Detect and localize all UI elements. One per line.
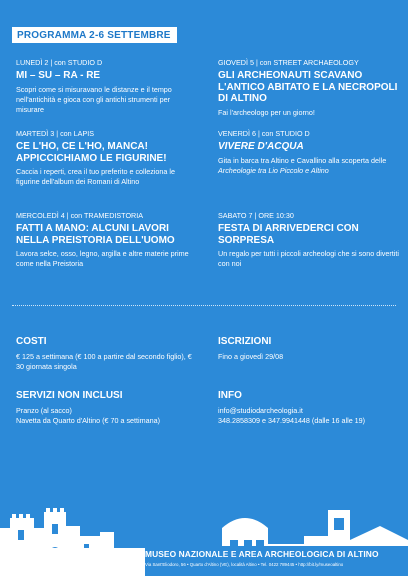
- day-label: MERCOLEDÌ 4 | con TRAMEDISTORIA: [16, 211, 144, 220]
- activity-title: VIVERE D'ACQUA: [218, 141, 304, 152]
- services-section: [16, 390, 198, 426]
- day-monday: [16, 58, 198, 115]
- activity-description-italic: Archeologie tra Lio Piccolo e Altino: [218, 165, 329, 175]
- registration-text: Fino a giovedì 29/08: [218, 352, 284, 361]
- day-friday: [218, 129, 400, 176]
- info-phone: 348.2858309 e 347.9941448 (dalle 16 alle 19): [218, 416, 366, 425]
- activity-description: Caccia i reperti, crea il tuo preferito e colleziona le figurine dell'album dei Romani di Altino: [16, 167, 175, 186]
- day-label: GIOVEDÌ 5 | con STREET ARCHAEOLOGY: [218, 58, 359, 67]
- activity-description: Fai l'archeologo per un giorno!: [218, 107, 315, 117]
- day-wednesday: [16, 211, 198, 269]
- museum-address: Via Sant'Eliodoro, 56 • Quarto d'Altino (VE), località Altino • Tel. 0422 789445 • http://bit.ly/museoaltino: [145, 562, 344, 567]
- day-saturday: [218, 211, 400, 269]
- services-line: Pranzo (al sacco): [16, 406, 72, 415]
- costs-section: [16, 336, 198, 372]
- day-thursday: [218, 58, 400, 118]
- costs-text: € 125 a settimana (€ 100 a partire dal secondo figlio), € 30 giornata singola: [16, 352, 192, 371]
- activity-description: Un regalo per tutti i piccoli archeologi che si sono divertiti con noi: [218, 249, 399, 268]
- day-label: LUNEDÌ 2 | con STUDIO D: [16, 58, 103, 67]
- costs-heading: COSTI: [16, 336, 47, 347]
- info-email[interactable]: info@studiodarcheologia.it: [218, 406, 303, 415]
- day-tuesday: [16, 129, 198, 187]
- activity-title: FATTI A MANO: ALCUNI LAVORI NELLA PREISTORIA DELL'UOMO: [16, 223, 175, 246]
- info-heading: INFO: [218, 390, 242, 401]
- activity-title: MI – SU – RA - RE: [16, 70, 101, 81]
- info-section: [218, 390, 400, 426]
- services-line: Navetta da Quarto d'Altino (€ 70 a settimana): [16, 416, 161, 425]
- day-label: MARTEDÌ 3 | con LAPIS: [16, 129, 95, 138]
- activity-description: Scopri come si misuravano le distanze e il tempo nell'antichità e gioca con gli antichi strumenti per misurare: [16, 84, 172, 114]
- registration-heading: ISCRIZIONI: [218, 336, 272, 347]
- activity-title: CE L'HO, CE L'HO, MANCA! APPICCICHIAMO LE FIGURINE!: [16, 141, 167, 164]
- activity-description: Lavora selce, osso, legno, argilla e altre materie prime come nella Preistoria: [16, 249, 189, 268]
- day-label: VENERDÌ 6 | con STUDIO D: [218, 129, 310, 138]
- activity-description: [218, 156, 400, 176]
- services-heading: SERVIZI NON INCLUSI: [16, 390, 123, 401]
- activity-title: FESTA DI ARRIVEDERCI CON SORPRESA: [218, 223, 359, 246]
- activity-title: GLI ARCHEONAUTI SCAVANO L'ANTICO ABITATO E LA NECROPOLI DI ALTINO: [218, 70, 398, 104]
- programme-banner: PROGRAMMA 2-6 SETTEMBRE: [12, 27, 177, 43]
- museum-name: MUSEO NAZIONALE E AREA ARCHEOLOGICA DI ALTINO: [145, 549, 379, 559]
- registration-section: [218, 336, 400, 362]
- section-divider: [12, 305, 396, 306]
- day-label: SABATO 7 | ORE 10:30: [218, 211, 294, 220]
- activity-description-text: Gita in barca tra Altino e Cavallino alla scoperta delle: [218, 155, 387, 165]
